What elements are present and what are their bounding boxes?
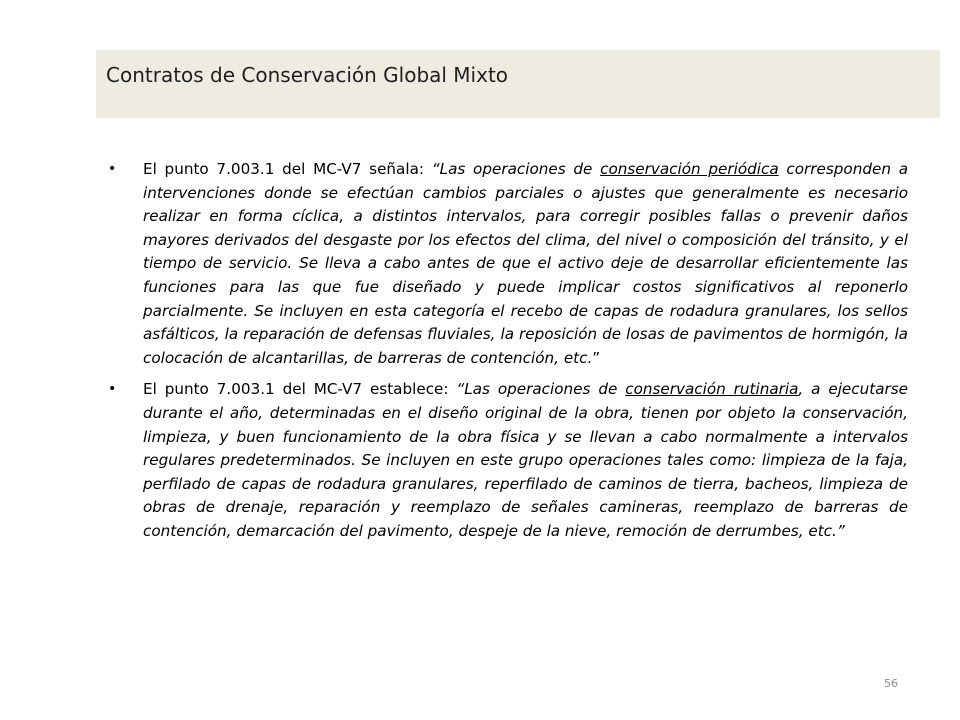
quote-text (143, 160, 908, 367)
bullet-lead-text: El punto 7.003.1 del MC-V7 señala: (143, 160, 432, 178)
underlined-term: conservación rutinaria (625, 380, 799, 399)
bullet-item-routine-conservation (108, 378, 908, 543)
page-number: 56 (884, 677, 898, 690)
bullet-item-periodic-conservation (108, 158, 908, 370)
quote-body-text: corresponden a intervenciones donde se efectúan cambios parciales o ajustes que generalmente es necesario realizar en forma cíclica, a distintos intervalos, para corregir posibles fallas o prevenir daños mayores derivados del desgaste por los efectos del clima, del nivel o composición del tránsito, y el tiempo de servicio. Se lleva a cabo antes de que el activo deje de desarrollar eficientemente las funciones para las que fue diseñado y puede implicar costos significativos al reponerlo parcialmente. Se incluyen en esta categoría el recebo de capas de rodadura granulares, los sellos asfálticos, la reparación de defensas fluviales, la reposición de losas de pavimentos de hormigón, la colocación de alcantarillas, de barreras de contención, etc. (143, 160, 908, 367)
bullet-dot-icon: • (108, 161, 117, 177)
quote-close-text: ” (836, 521, 845, 540)
quote-body-text: , a ejecutarse durante el año, determinadas en el diseño original de la obra, tienen por objeto la conservación, limpieza, y buen funcionamiento de la obra física y se llevan a cabo normalmente a intervalos regulares predeterminados. Se incluyen en este grupo operaciones tales como: limpieza de la faja, perfilado de capas de rodadura granulares, reperfilado de caminos de tierra, bacheos, limpieza de obras de drenaje, reparación y reemplazo de señales camineras, reemplazo de barreras de contención, demarcación del pavimento, despeje de la nieve, remoción de derrumbes, etc. (143, 380, 908, 540)
bullet-lead-text: El punto 7.003.1 del MC-V7 establece: (143, 380, 457, 399)
quote-close-text: ” (592, 348, 601, 367)
quote-open-text: “Las operaciones de (431, 160, 601, 178)
underlined-term: conservación periódica (600, 160, 779, 178)
bullet-dot-icon: • (108, 381, 117, 398)
title-band (96, 50, 940, 118)
bullet-list (108, 158, 908, 552)
quote-open-text: “Las operaciones de (456, 380, 626, 399)
slide-title: Contratos de Conservación Global Mixto (106, 63, 509, 87)
quote-text (143, 380, 908, 540)
